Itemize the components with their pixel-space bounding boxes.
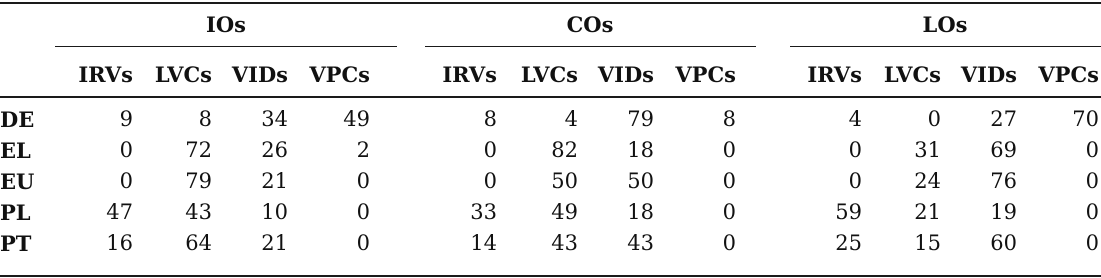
table-cell: 34 (261, 107, 288, 131)
table-cell: 49 (343, 107, 370, 131)
table-cell: 18 (627, 138, 654, 162)
table-cell: 18 (627, 200, 654, 224)
column-header-vids: VIDs (231, 62, 288, 87)
table-cell: 27 (990, 107, 1017, 131)
group-underline (55, 46, 397, 47)
row-label: DE (0, 107, 35, 132)
group-header-cos: COs (566, 12, 614, 37)
row-label: EL (0, 138, 31, 163)
table-cell: 79 (185, 169, 212, 193)
table-cell: 19 (990, 200, 1017, 224)
table-cell: 26 (261, 138, 288, 162)
table-cell: 0 (356, 231, 370, 255)
table-cell: 49 (551, 200, 578, 224)
column-header-irvs: IRVs (78, 62, 133, 87)
table-cell: 72 (185, 138, 212, 162)
table-cell: 2 (356, 138, 370, 162)
table-cell: 8 (483, 107, 497, 131)
group-underline (790, 46, 1101, 47)
table-cell: 43 (185, 200, 212, 224)
column-header-lvcs: LVCs (883, 62, 941, 87)
table-cell: 25 (835, 231, 862, 255)
column-header-lvcs: LVCs (520, 62, 578, 87)
table-rule (0, 275, 1101, 277)
table-cell: 59 (835, 200, 862, 224)
row-label: PL (0, 200, 31, 225)
table-cell: 43 (627, 231, 654, 255)
table-cell: 76 (990, 169, 1017, 193)
table-cell: 0 (1085, 231, 1099, 255)
table-cell: 64 (185, 231, 212, 255)
row-label: EU (0, 169, 35, 194)
column-header-vpcs: VPCs (309, 62, 370, 87)
table-cell: 8 (198, 107, 212, 131)
table-cell: 16 (106, 231, 133, 255)
table-cell: 70 (1072, 107, 1099, 131)
group-header-ios: IOs (206, 12, 246, 37)
table-cell: 69 (990, 138, 1017, 162)
table-rule (0, 96, 1101, 98)
table-cell: 21 (914, 200, 941, 224)
table-cell: 15 (914, 231, 941, 255)
table-cell: 0 (722, 169, 736, 193)
table-cell: 0 (356, 169, 370, 193)
table-cell: 0 (119, 169, 133, 193)
table-cell: 82 (551, 138, 578, 162)
column-header-vids: VIDs (960, 62, 1017, 87)
table-cell: 0 (848, 138, 862, 162)
table-cell: 50 (627, 169, 654, 193)
column-header-vids: VIDs (597, 62, 654, 87)
table-cell: 0 (483, 138, 497, 162)
table-cell: 4 (564, 107, 578, 131)
table-cell: 9 (119, 107, 133, 131)
table-cell: 33 (470, 200, 497, 224)
table-cell: 21 (261, 169, 288, 193)
table-cell: 21 (261, 231, 288, 255)
table-cell: 31 (914, 138, 941, 162)
table-cell: 8 (722, 107, 736, 131)
column-header-lvcs: LVCs (154, 62, 212, 87)
column-header-irvs: IRVs (807, 62, 862, 87)
table-cell: 0 (848, 169, 862, 193)
group-underline (425, 46, 756, 47)
table-cell: 24 (914, 169, 941, 193)
table-cell: 0 (356, 200, 370, 224)
table-rule (0, 2, 1101, 4)
table-cell: 0 (483, 169, 497, 193)
table-cell: 14 (470, 231, 497, 255)
table-cell: 0 (722, 231, 736, 255)
table-cell: 0 (1085, 138, 1099, 162)
table-cell: 4 (848, 107, 862, 131)
row-label: PT (0, 231, 32, 256)
table-cell: 60 (990, 231, 1017, 255)
group-header-los: LOs (922, 12, 968, 37)
table-cell: 0 (722, 200, 736, 224)
table-cell: 0 (1085, 200, 1099, 224)
column-header-vpcs: VPCs (675, 62, 736, 87)
column-header-vpcs: VPCs (1038, 62, 1099, 87)
table-cell: 50 (551, 169, 578, 193)
table-cell: 10 (261, 200, 288, 224)
column-header-irvs: IRVs (442, 62, 497, 87)
table-cell: 43 (551, 231, 578, 255)
table-cell: 47 (106, 200, 133, 224)
table-cell: 0 (927, 107, 941, 131)
table-cell: 0 (119, 138, 133, 162)
table-cell: 79 (627, 107, 654, 131)
table-cell: 0 (722, 138, 736, 162)
table-cell: 0 (1085, 169, 1099, 193)
